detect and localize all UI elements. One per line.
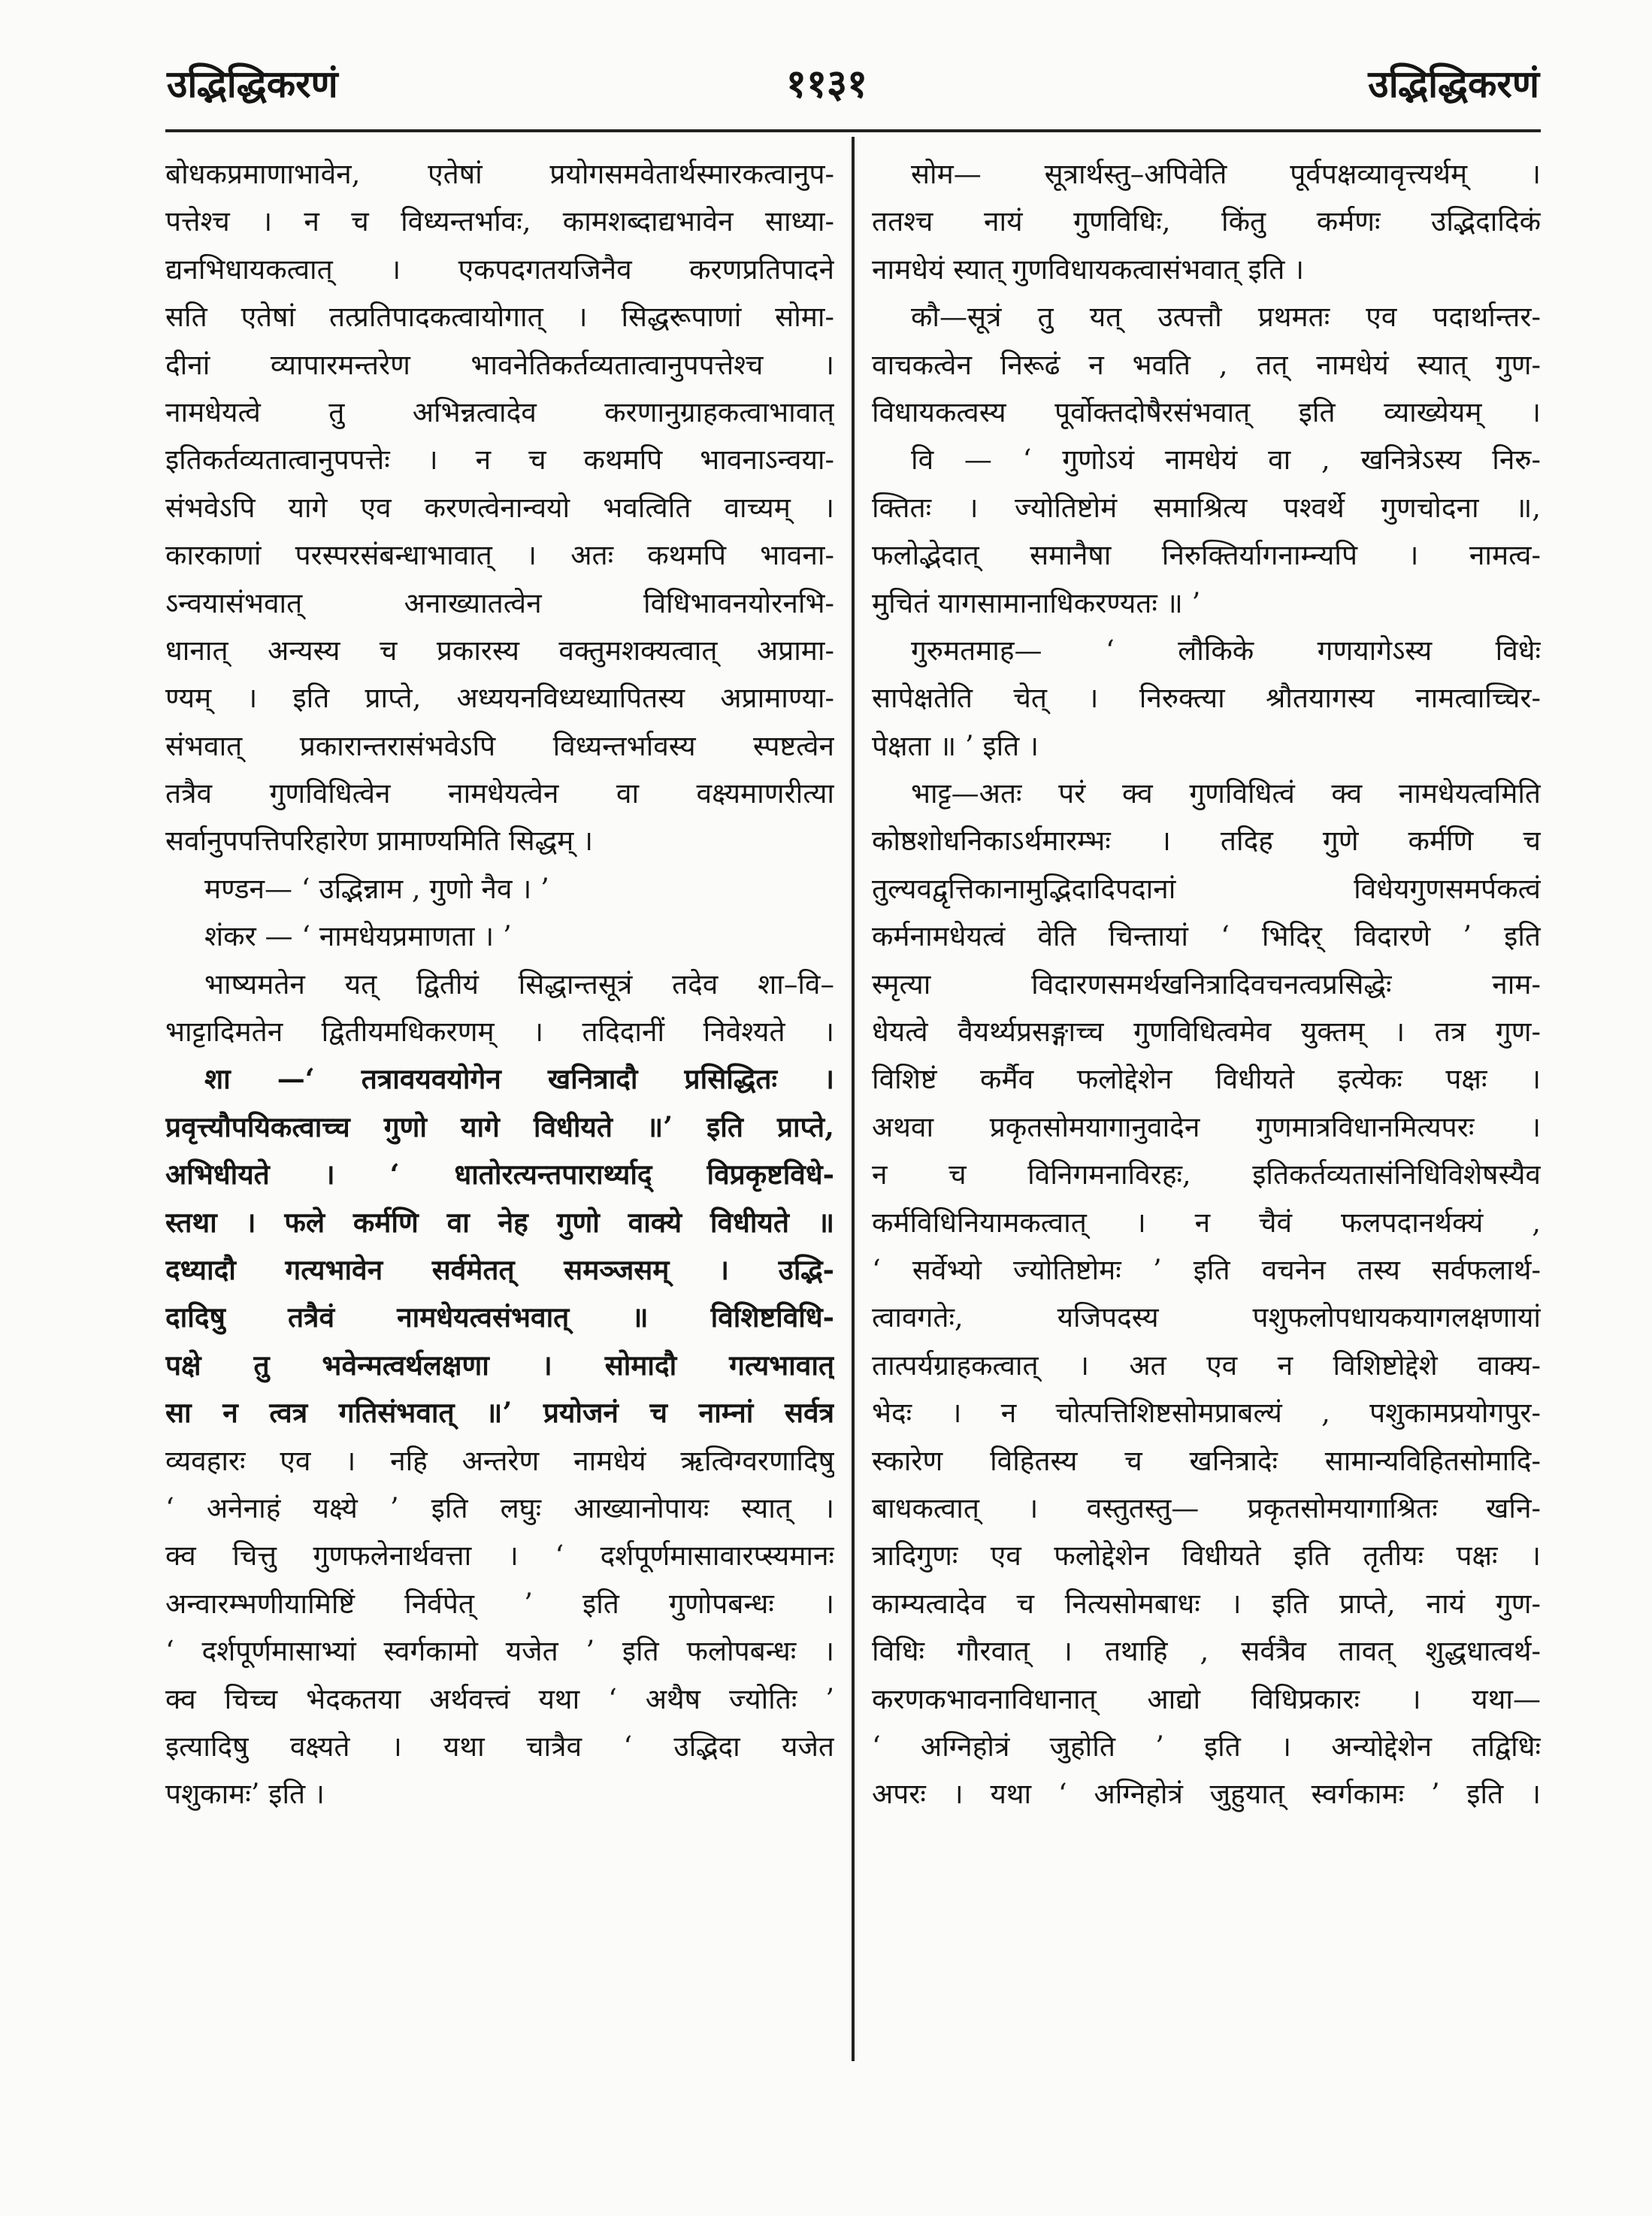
text-line: स्मृत्या विदारणसमर्थखनित्रादिवचनत्वप्रसिद्धेः नाम-: [872, 967, 1541, 1001]
text-line: शा —‘ तत्रावयवयोगेन खनित्रादौ प्रसिद्धितः ।: [204, 1062, 834, 1096]
text-line: व्यवहारः एव । नहि अन्तरेण नामधेयं ऋत्विग्वरणादिषु: [165, 1444, 834, 1477]
text-line: द्यनभिधायकत्वात् । एकपदगतयजिनैव करणप्रतिपादने: [165, 253, 834, 286]
text-line: संभवेऽपि यागे एव करणत्वेनान्वयो भवत्विति वाच्यम् ।: [165, 491, 834, 524]
running-head-left: उद्भिद्धिकरणं: [167, 62, 338, 106]
text-line: अन्वारम्भणीयामिष्टिं निर्वपेत् ’ इति गुणोपबन्धः ।: [165, 1587, 834, 1620]
text-line: पक्षे तु भवेन्मत्वर्थलक्षणा । सोमादौ गत्यभावात्: [165, 1348, 834, 1382]
text-line: ‘ अग्निहोत्रं जुहोति ’ इति । अन्योद्देशेन तद्विधिः: [872, 1730, 1541, 1763]
text-line: इतिकर्तव्यतात्वानुपपत्तेः । न च कथमपि भावनाऽन्वया-: [165, 444, 834, 477]
text-line: क्तितः । ज्योतिष्टोमं समाश्रित्य पश्वर्थे गुणचोदना ॥,: [872, 491, 1541, 524]
text-line: नामधेयं स्यात् गुणविधायकत्वासंभवात् इति ।: [872, 253, 1305, 286]
text-line: क्व चित्तु गुणफलेनार्थवत्ता । ‘ दर्शपूर्णमासावारप्स्यमानः: [165, 1539, 834, 1573]
text-line: सर्वानुपपत्तिपरिहारेण प्रामाण्यमिति सिद्धम् ।: [165, 825, 594, 858]
text-line: मण्डन— ‘ उद्भिन्नाम , गुणो नैव । ’: [204, 872, 549, 905]
page-number: ११३१: [785, 61, 868, 107]
text-line: इत्यादिषु वक्ष्यते । यथा चात्रैव ‘ उद्भिदा यजेत: [165, 1730, 834, 1763]
text-line: वि — ‘ गुणोऽयं नामधेयं वा , खनित्रेऽस्य निरु-: [911, 444, 1541, 477]
text-line: त्रादिगुणः एव फलोद्देशेन विधीयते इति तृतीयः पक्षः ।: [872, 1539, 1541, 1573]
text-line: विधिः गौरवात् । तथाहि , सर्वत्रैव तावत् शुद्धधात्वर्थ-: [872, 1635, 1541, 1668]
text-line: पेक्षता ॥ ’ इति ।: [872, 729, 1039, 762]
text-line: ‘ दर्शपूर्णमासाभ्यां स्वर्गकामो यजेत ’ इति फलोपबन्धः ।: [165, 1635, 834, 1668]
text-line: कौ—सूत्रं तु यत् उत्पत्तौ प्रथमतः एव पदार्थान्तर-: [911, 301, 1541, 334]
text-line: सोम— सूत्रार्थस्तु–अपिवेति पूर्वपक्षव्यावृत्त्यर्थम् ।: [911, 158, 1541, 190]
text-line: भाट्टादिमतेन द्वितीयमधिकरणम् । तदिदानीं निवेश्यते ।: [165, 1016, 834, 1049]
text-line: काम्यत्वादेव च नित्यसोमबाधः । इति प्राप्ते, नायं गुण-: [872, 1587, 1541, 1620]
right-column: [872, 150, 1541, 1818]
text-line: कोष्ठशोधनिकाऽर्थमारम्भः । तदिह गुणे कर्मणि च: [872, 825, 1541, 858]
text-line: दीनां व्यापारमन्तरेण भावनेतिकर्तव्यतात्वानुपपत्तेश्च ।: [165, 348, 834, 381]
text-line: तत्रैव गुणविधित्वेन नामधेयत्वेन वा वक्ष्यमाणरीत्या: [165, 777, 834, 810]
text-line: सति एतेषां तत्प्रतिपादकत्वायोगात् । सिद्धरूपाणां सोमा-: [165, 301, 834, 334]
text-line: करणकभावनाविधानात् आद्यो विधिप्रकारः । यथा—: [872, 1682, 1541, 1715]
text-line: पशुकामः’ इति ।: [165, 1778, 325, 1811]
text-line: भेदः । न चोत्पत्तिशिष्टसोमप्राबल्यं , पशुकामप्रयोगपुर-: [872, 1397, 1541, 1430]
text-line: बोधकप्रमाणाभावेन, एतेषां प्रयोगसमवेतार्थस्मारकत्वानुप-: [165, 158, 834, 190]
text-line: विधायकत्वस्य पूर्वोक्तदोषैरसंभवात् इति व्याख्येयम् ।: [872, 395, 1541, 428]
text-line: ‘ सर्वेभ्यो ज्योतिष्टोमः ’ इति वचनेन तस्य सर्वफलार्थ-: [872, 1253, 1541, 1286]
text-line: प्रवृत्त्यौपयिकत्वाच्च गुणो यागे विधीयते ॥’ इति प्राप्ते,: [165, 1110, 834, 1143]
text-line: बाधकत्वात् । वस्तुतस्तु— प्रकृतसोमयागाश्रितः खनि-: [872, 1491, 1541, 1524]
text-line: मुचितं यागसामानाधिकरण्यतः ॥ ’: [872, 586, 1201, 619]
text-line: ऽन्वयासंभवात् अनाख्यातत्वेन विधिभावनयोरनभि-: [165, 586, 834, 619]
text-line: भाट्ट—अतः परं क्व गुणविधित्वं क्व नामधेयत्वमिति: [911, 777, 1541, 810]
text-line: क्व चिच्च भेदकतया अर्थवत्त्वं यथा ‘ अथैष ज्योतिः ’: [165, 1682, 834, 1715]
text-line: सा न त्वत्र गतिसंभवात् ॥’ प्रयोजनं च नाम्नां सर्वत्र: [165, 1396, 834, 1430]
text-line: ण्यम् । इति प्राप्ते, अध्ययनविध्यध्यापितस्य अप्रामाण्या-: [165, 682, 834, 715]
running-head-right: उद्भिद्धिकरणं: [1368, 62, 1539, 106]
text-line: तुल्यवद्वृत्तिकानामुद्भिदादिपदानां विधेयगुणसमर्पकत्वं: [872, 872, 1541, 905]
column-divider: [852, 137, 855, 2061]
text-line: अथवा प्रकृतसोमयागानुवादेन गुणमात्रविधानमित्यपरः ।: [872, 1110, 1541, 1143]
text-line: त्वावगतेः, यजिपदस्य पशुफलोपधायकयागलक्षणायां: [872, 1301, 1541, 1334]
text-line: धानात् अन्यस्य च प्रकारस्य वक्तुमशक्यत्वात् अप्रामा-: [165, 634, 834, 667]
text-line: कर्मनामधेयत्वं वेति चिन्तायां ‘ भिदिर् विदारणे ’ इति: [872, 920, 1541, 953]
text-line: भाष्यमतेन यत् द्वितीयं सिद्धान्तसूत्रं तदेव शा–वि–: [204, 967, 834, 1001]
text-line: ‘ अनेनाहं यक्ष्ये ’ इति लघुः आख्यानोपायः स्यात् ।: [165, 1491, 834, 1524]
text-line: फलोद्भेदात् समानैषा निरुक्तिर्यागनाम्न्यपि । नामत्व-: [872, 539, 1541, 572]
text-line: स्तथा । फले कर्मणि वा नेह गुणो वाक्ये विधीयते ॥: [165, 1205, 834, 1239]
header-rule: [165, 129, 1541, 132]
text-line: कर्मविधिनियामकत्वात् । न चैवं फलपदानर्थक्यं ,: [872, 1206, 1541, 1239]
text-line: स्कारेण विहितस्य च खनित्रादेः सामान्यविहितसोमादि-: [872, 1444, 1541, 1477]
text-line: गुरुमतमाह— ‘ लौकिके गणयागेऽस्य विधेः: [911, 634, 1541, 667]
text-line: शंकर — ‘ नामधेयप्रमाणता । ’: [204, 920, 512, 953]
text-line: नामधेयत्वे तु अभिन्नत्वादेव करणानुग्राहकत्वाभावात्: [165, 395, 834, 428]
text-line: पत्तेश्च । न च विध्यन्तर्भावः, कामशब्दाद्यभावेन साध्या-: [165, 205, 834, 238]
text-line: संभवात् प्रकारान्तरासंभवेऽपि विध्यन्तर्भावस्य स्पष्टत्वेन: [165, 729, 834, 762]
text-line: ततश्च नायं गुणविधिः, किंतु कर्मणः उद्भिदादिकं: [872, 205, 1541, 238]
text-line: वाचकत्वेन निरूढं न भवति , तत् नामधेयं स्यात् गुण-: [872, 348, 1541, 381]
text-line: न च विनिगमनाविरहः, इतिकर्तव्यतासंनिधिविशेषस्यैव: [872, 1158, 1541, 1191]
text-line: कारकाणां परस्परसंबन्धाभावात् । अतः कथमपि भावना-: [165, 539, 834, 572]
text-line: तात्पर्यग्राहकत्वात् । अत एव न विशिष्टोद्देशे वाक्य-: [872, 1349, 1541, 1382]
left-column: [165, 150, 834, 1818]
text-line: अभिधीयते । ‘ धातोरत्यन्तपारार्थ्याद् विप्रकृष्टविधे-: [165, 1158, 834, 1191]
text-line: दादिषु तत्रैवं नामधेयत्वसंभवात् ॥ विशिष्टविधि-: [165, 1300, 834, 1334]
text-line: विशिष्टं कर्मैव फलोद्देशेन विधीयते इत्येकः पक्षः ।: [872, 1063, 1541, 1096]
text-line: धेयत्वे वैयर्थ्यप्रसङ्गाच्च गुणविधित्वमेव युक्तम् । तत्र गुण-: [872, 1016, 1541, 1049]
text-line: दध्यादौ गत्यभावेन सर्वमेतत् समञ्जसम् । उद्भि-: [165, 1252, 834, 1286]
text-line: सापेक्षतेति चेत् । निरुक्त्या श्रौतयागस्य नामत्वाच्चिर-: [872, 682, 1541, 715]
text-line: अपरः । यथा ‘ अग्निहोत्रं जुहुयात् स्वर्गकामः ’ इति ।: [872, 1778, 1541, 1811]
